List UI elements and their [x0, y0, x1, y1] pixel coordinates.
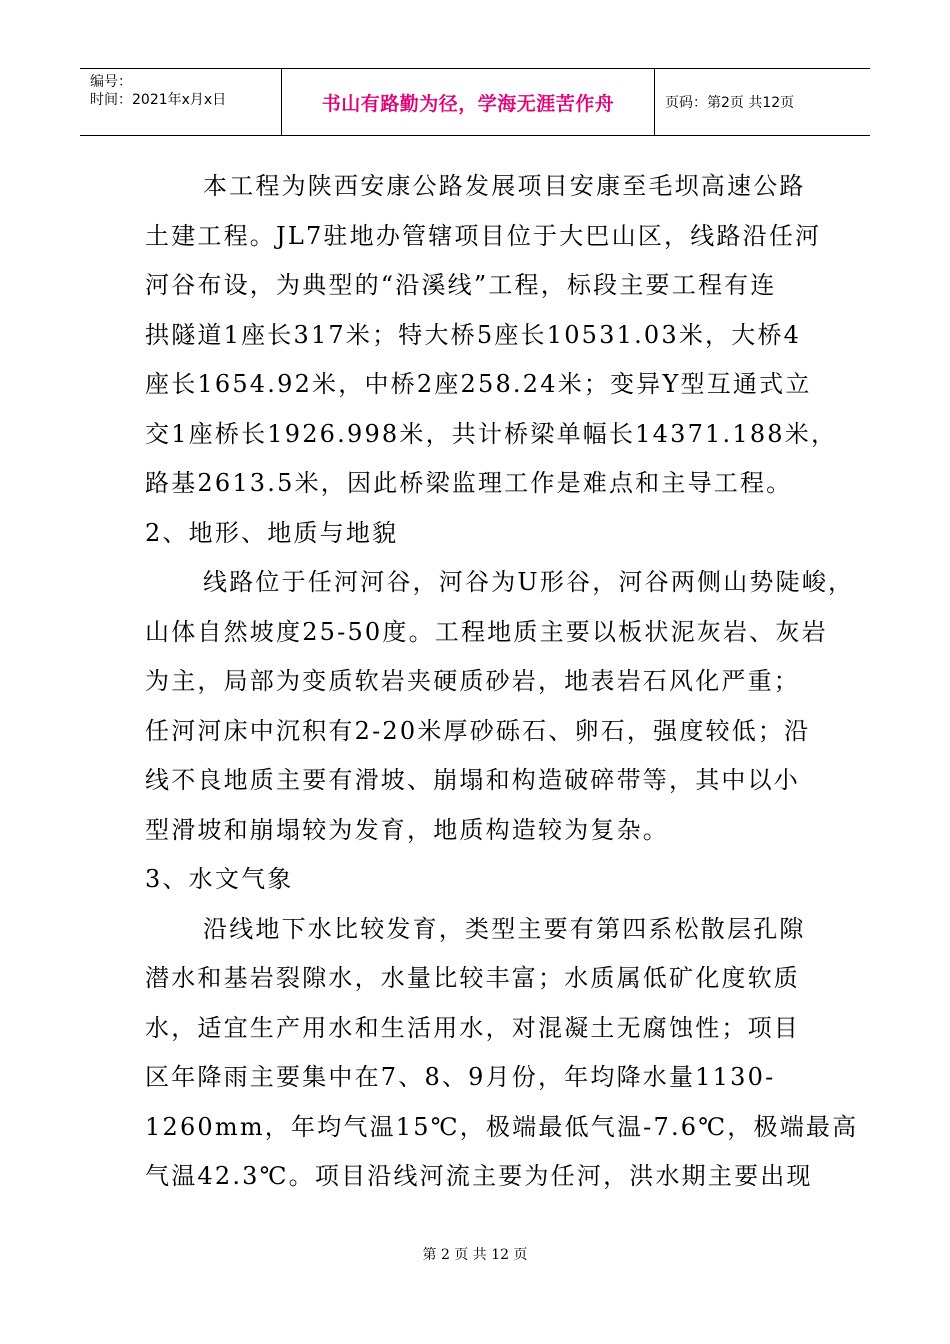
page-footer: 第 2 页 共 12 页 — [422, 1247, 528, 1263]
body-text-line: 河谷布设，为典型的“沿溪线”工程，标段主要工程有连 — [145, 271, 777, 299]
body-text-line: 本工程为陕西安康公路发展项目安康至毛坝高速公路 — [203, 172, 806, 200]
body-text-line: 1260mm，年均气温15℃，极端最低气温-7.6℃，极端最高 — [145, 1112, 859, 1141]
document-number-label: 编号： — [90, 74, 132, 90]
body-text-line: 潜水和基岩裂隙水，水量比较丰富；水质属低矿化度软质 — [145, 964, 800, 992]
body-text-line: 为主，局部为变质软岩夹硬质砂岩，地表岩石风化严重； — [145, 667, 800, 695]
document-body — [145, 166, 859, 1206]
body-text-line: 2、地形、地质与地貌 — [145, 518, 399, 547]
page-header — [80, 68, 870, 136]
body-text-line: 路基2613.5米，因此桥梁监理工作是难点和主导工程。 — [145, 469, 793, 497]
header-motto-cell — [282, 69, 655, 135]
body-text-line: 3、水文气象 — [145, 865, 294, 893]
body-text-line: 气温42.3℃。项目沿线河流主要为任河，洪水期主要出现 — [145, 1162, 813, 1190]
body-text-line: 拱隧道1座长317米；特大桥5座长10531.03米，大桥4 — [145, 320, 802, 349]
body-text-line: 型滑坡和崩塌较为发育，地质构造较为复杂。 — [145, 815, 669, 844]
document-time-label: 时间：2021年x月x日 — [90, 92, 227, 108]
body-text-line: 土建工程。JL7驻地办管辖项目位于大巴山区，线路沿任河 — [145, 221, 822, 250]
body-text-line: 水，适宜生产用水和生活用水，对混凝土无腐蚀性；项目 — [145, 1013, 800, 1042]
header-page-info-cell — [655, 69, 870, 135]
body-text-line: 山体自然坡度25-50度。工程地质主要以板状泥灰岩、灰岩 — [145, 617, 828, 646]
header-meta-cell — [80, 69, 282, 135]
body-text-line: 沿线地下水比较发育，类型主要有第四系松散层孔隙 — [203, 914, 806, 943]
body-text-line: 区年降雨主要集中在7、8、9月份，年均降水量1130- — [145, 1063, 776, 1091]
body-text-line: 任河河床中沉积有2-20米厚砂砾石、卵石，强度较低；沿 — [145, 716, 811, 745]
body-text-line: 线路位于任河河谷，河谷为U形谷，河谷两侧山势陡峻， — [203, 568, 855, 596]
body-text-line: 交1座桥长1926.998米，共计桥梁单幅长14371.188米， — [145, 419, 838, 448]
header-motto: 书山有路勤为径，学海无涯苦作舟 — [321, 92, 615, 115]
header-page-info: 页码：第2页 共12页 — [665, 95, 795, 111]
body-text-line: 座长1654.92米，中桥2座258.24米；变异Y型互通式立 — [145, 370, 812, 398]
body-text-line: 线不良地质主要有滑坡、崩塌和构造破碎带等，其中以小 — [145, 766, 800, 794]
